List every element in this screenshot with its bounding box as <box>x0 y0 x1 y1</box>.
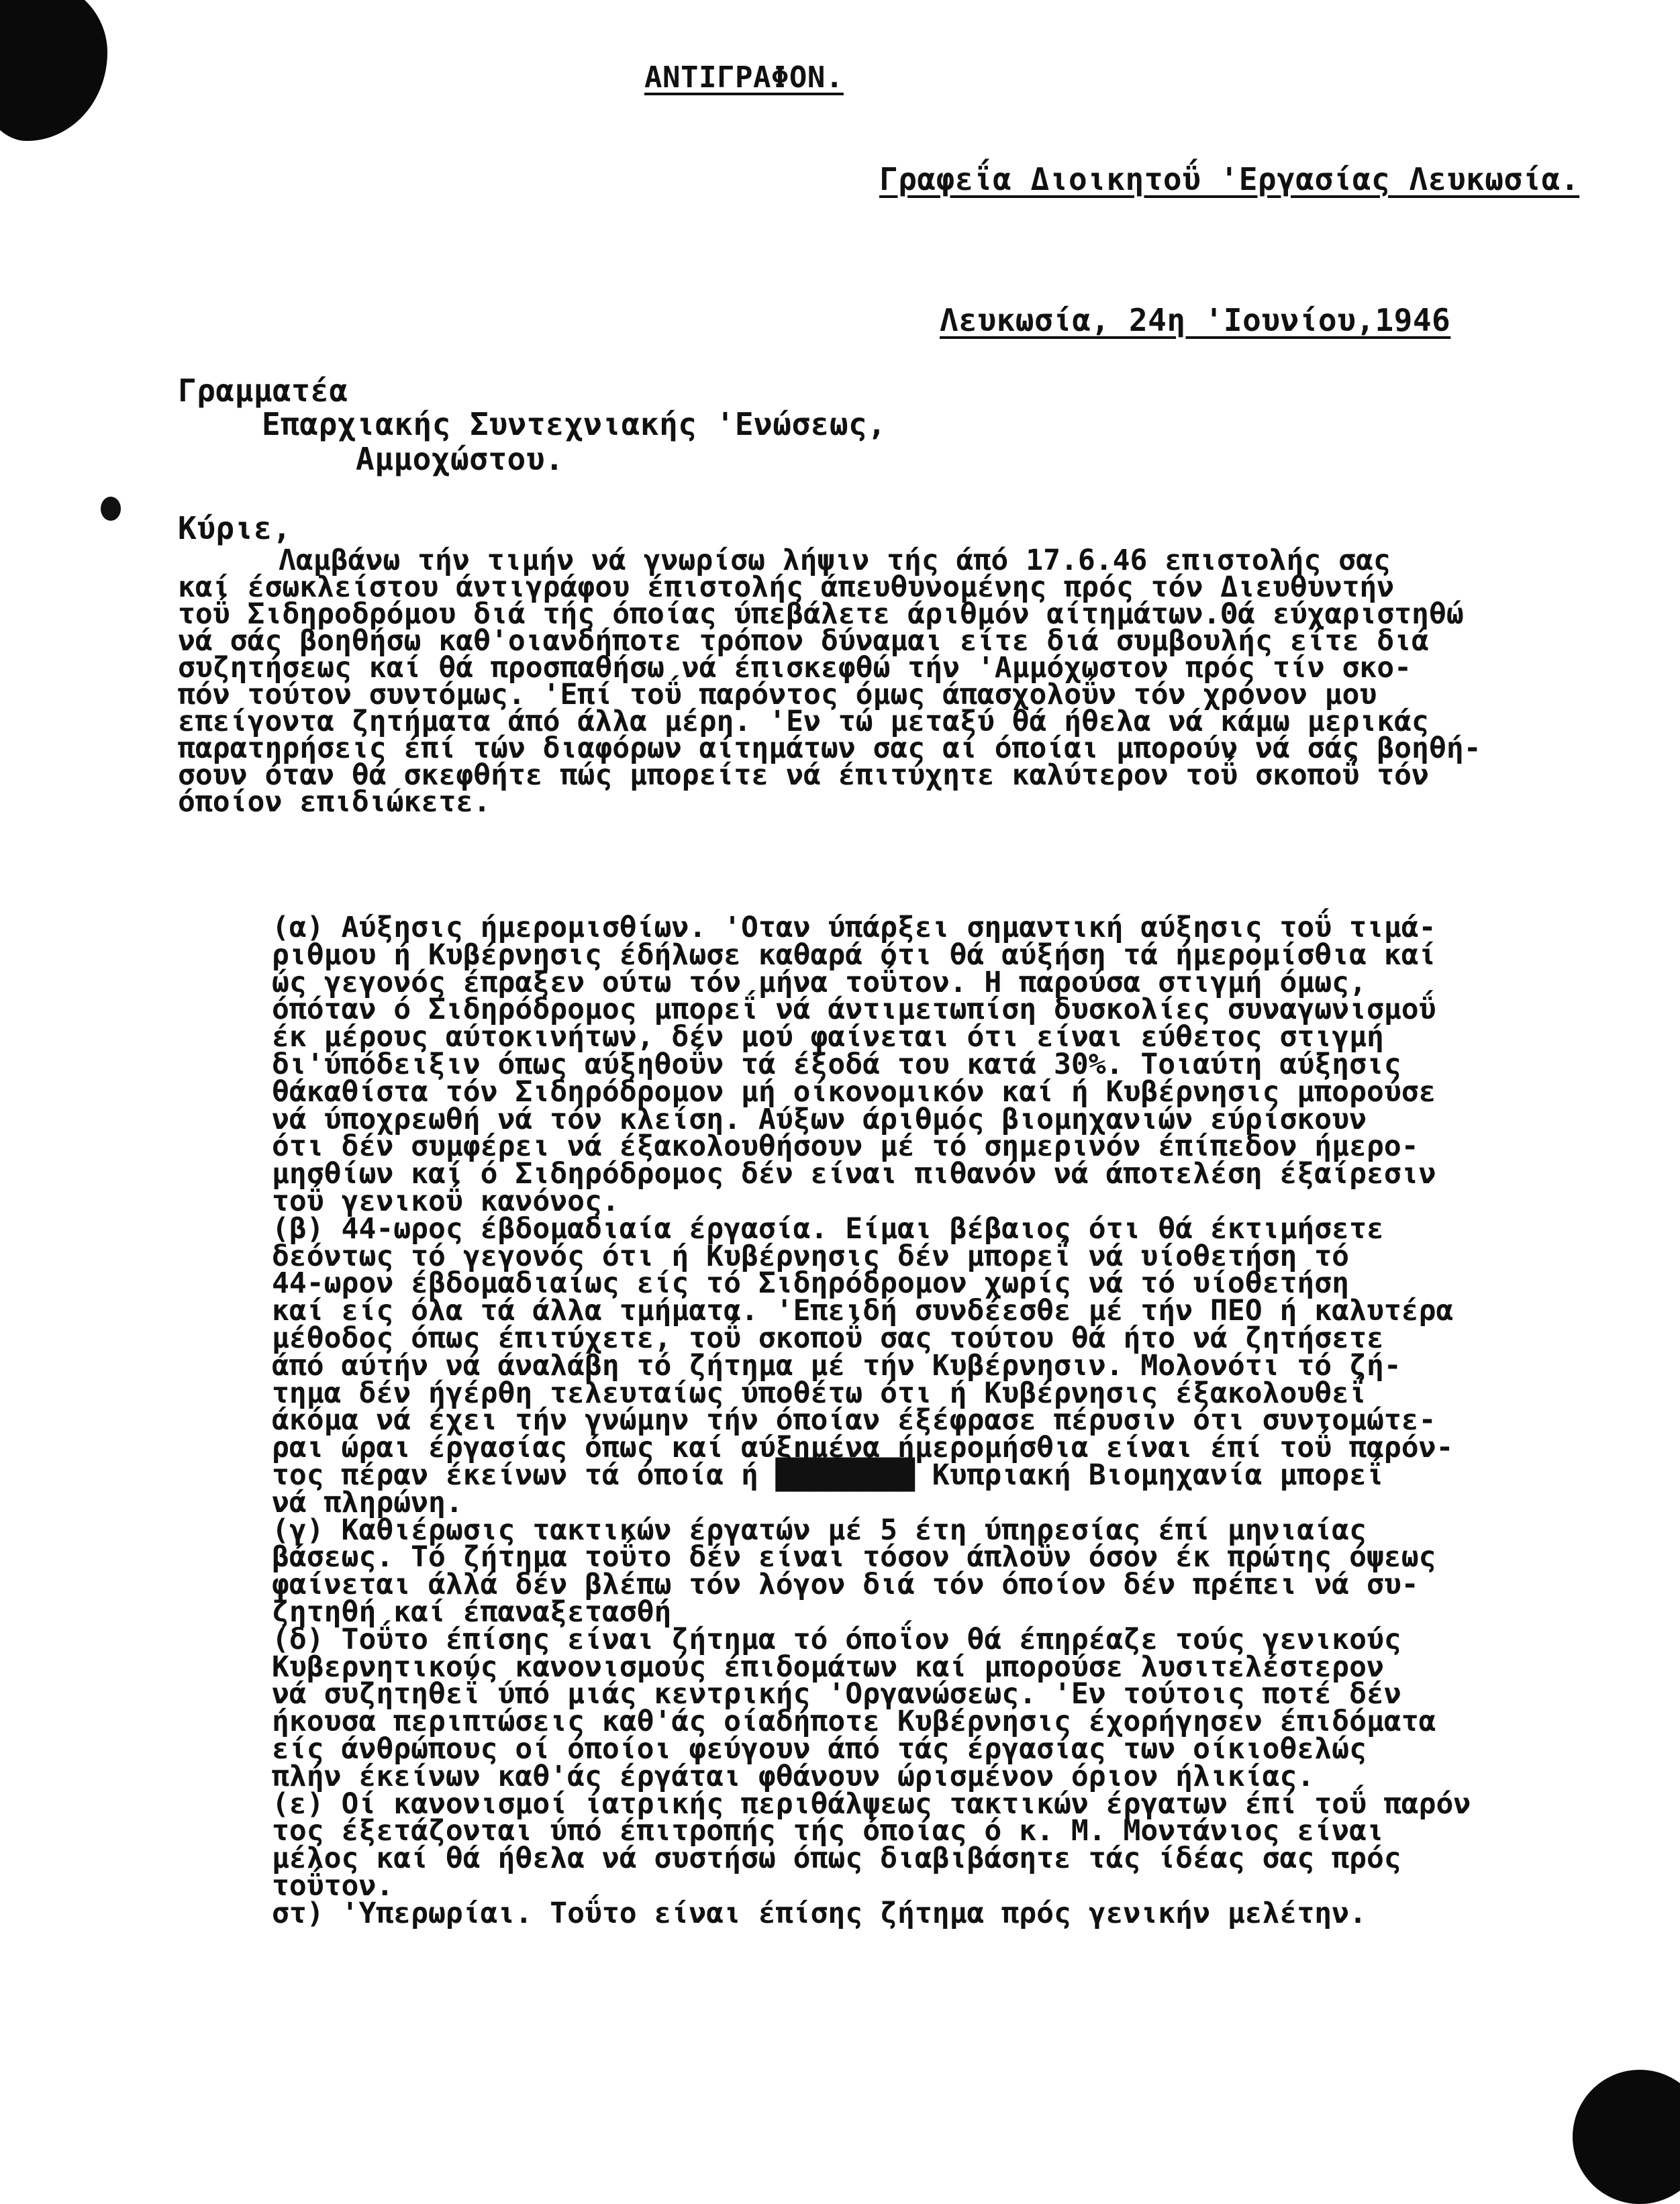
list-item: στ) 'Υπερωρίαι. Τοΰτο είναι έπίσης ζήτημα πρός γενικήν μελέτην. <box>272 1896 1367 1930</box>
intro-paragraph <box>178 544 1628 819</box>
list-item: τος έξετάζονται ύπό έπιτροπής τής όποίας ό κ. Μ. Μοντάνιος είναι <box>272 1814 1384 1848</box>
paragraph-line: καί έσωκλείστου άντιγράφου έπιστολής άπευθυνομένης πρός τόν Διευθυντήν <box>178 570 1395 604</box>
recipient-line: Γραμματέα <box>178 372 348 409</box>
list-item: θάκαθίστα τόν Σιδηρόδρομον μή οίκονομικόν καί ή Κυβέρνησις μπορούσε <box>272 1074 1436 1109</box>
salutation: Κύριε, <box>178 510 292 546</box>
list-item: φαίνεται άλλά δέν βλέπω τόν λόγον διά τόν όποίον δέν πρέπει νά συ- <box>272 1568 1419 1602</box>
paragraph-line: σουν όταν θά σκεφθήτε πώς μπορείτε νά έπιτύχητε καλύτερον τοΰ σκοποΰ τόν <box>178 758 1429 792</box>
paragraph-line: πόν τούτον συντόμως. 'Επί τοΰ παρόντος όμως άπασχολοΰν τόν χρόνον μου <box>178 678 1377 711</box>
list-item: ριθμου ή Κυβέρνησις έδήλωσε καθαρά ότι θά αύξήση τά ήμερομίσθια καί <box>272 938 1436 972</box>
paragraph-line: συζητήσεως καί θά προσπαθήσω νά έπισκεφθώ τήν 'Αμμόχωστον πρός τίν σκο- <box>178 651 1412 685</box>
corner-shadow <box>1573 2070 1680 2204</box>
list-item: καί είς όλα τά άλλα τμήματα. 'Επειδή συνδέεσθε μέ τήν ΠΕΟ ή καλυτέρα <box>272 1294 1454 1328</box>
list-item: ότι δέν συμφέρει νά έξακολουθήσουν μέ τό σημερινόν έπίπεδον ήμερο- <box>272 1130 1419 1164</box>
list-item: (ε) Οί κανονισμοί ίατρικής περιθάλψεως τακτικών έργατων έπί τοΰ παρόν <box>272 1787 1471 1821</box>
list-item: νά πληρώνη. <box>272 1485 463 1519</box>
list-item: μέθοδος όπως έπιτύχετε, τοΰ σκοποΰ σας τούτου θά ήτο νά ζητήσετε <box>272 1321 1384 1355</box>
list-item: (α) Αύξησις ήμερομισθίων. 'Οταν ύπάρξει σημαντική αύξησις τοΰ τιμά- <box>272 911 1436 944</box>
list-item: πλήν έκείνων καθ'άς έργάται φθάνουν ώρισμένον όριον ήλικίας. <box>272 1759 1315 1793</box>
ink-speck <box>101 497 121 521</box>
list-item: (δ) Τοΰτο έπίσης είναι ζήτημα τό όποΐον θά έπηρέαζε τούς γενικούς <box>272 1622 1401 1656</box>
paragraph-line: παρατηρήσεις έπί τών διαφόρων αίτημάτων σας αί όποίαι μπορούν νά σάς βοηθή- <box>178 732 1481 765</box>
list-item: ώς γεγονός έπραξεν ούτω τόν μήνα τοΰτον. Η παρούσα στιγμή όμως, <box>272 965 1367 999</box>
list-item: άκόμα νά έχει τήν γνώμην τήν όποίαν έξέφρασε πέρυσιν ότι συντομώτε- <box>272 1403 1436 1438</box>
paragraph-line: νά σάς βοηθήσω καθ'οιανδήποτε τρόπον δύναμαι είτε διά συμβουλής είτε διά <box>178 624 1429 658</box>
recipient-line: Αμμοχώστου. <box>356 441 564 477</box>
list-item: τημα δέν ήγέρθη τελευταίως ύποθέτω ότι ή Κυβέρνησις έξακολουθεΐ <box>272 1376 1367 1410</box>
paragraph-line: τοΰ Σιδηροδρόμου διά τής όποίας ύπεβάλετε άριθμόν αίτημάτων.Θά εύχαριστηθώ <box>178 597 1464 631</box>
list-item: (γ) Καθιέρωσις τακτικών έργατών μέ 5 έτη ύπηρεσίας έπί μηνιαίας <box>272 1513 1367 1547</box>
document-heading: ΑΝΤΙΓΡΑΦΟΝ. <box>644 60 844 95</box>
paragraph-line: όποίον επιδιώκετε. <box>178 785 491 819</box>
list-item: (β) 44-ωρος έβδομαδιαία έργασία. Είμαι βέβαιος ότι θά έκτιμήσετε <box>272 1211 1384 1246</box>
demands-list <box>272 911 1634 1930</box>
list-item: Κυβερνητικούς κανονισμούς έπιδομάτων καί μπορούσε λυσιτελέστερον <box>272 1650 1384 1684</box>
office-line: Γραφεΐα Διοικητοΰ 'Εργασίας Λευκωσία. <box>879 161 1580 197</box>
paragraph-line: Λαμβάνω τήν τιμήν νά γνωρίσω λήψιν τής άπό 17.6.46 επιστολής σας <box>279 544 1391 577</box>
list-item: βάσεως. Τό ζήτημα τοΰτο δέν είναι τόσον άπλοΰν όσον έκ πρώτης όψεως <box>272 1540 1436 1574</box>
list-item: έκ μέρους αύτοκινήτων, δέν μού φαίνεται ότι είναι εύθετος στιγμή <box>272 1020 1384 1054</box>
list-item: δι'ύπόδειξιν όπως αύξηθοΰν τά έξοδά του κατά 30%. Τοιαύτη αύξησις <box>272 1047 1401 1081</box>
list-item: είς άνθρώπους οί όποίοι φεύγουν άπό τάς έργασίας των οίκιοθελώς <box>272 1732 1367 1766</box>
ink-blot <box>0 0 107 141</box>
list-item: νά ύποχρεωθή νά τόν κλείση. Αύξων άριθμός βιομηχανιών εύρίσκουν <box>272 1102 1367 1136</box>
list-item: 44-ωρον έβδομαδιαίως είς τό Σιδηρόδρομον χωρίς νά τό υίοθετήση <box>272 1266 1350 1301</box>
list-item: τος πέραν έκείνων τά όποία ή ████████ Κυπριακή Βιομηχανία μπορεΐ <box>272 1458 1384 1492</box>
date-line: Λευκωσία, 24η 'Ιουνίου,1946 <box>940 302 1451 338</box>
list-item: όπόταν ό Σιδηρόδρομος μπορεΐ νά άντιμετωπίση δυσκολίες συναγωνισμοΰ <box>272 993 1436 1027</box>
list-item: ζητηθή καί έπαναξετασθή <box>272 1595 672 1629</box>
list-item: ήκουσα περιπτώσεις καθ'άς οίαδήποτε Κυβέρνησις έχορήγησεν έπιδόματα <box>272 1705 1436 1739</box>
list-item: μέλος καί θά ήθελα νά συστήσω όπως διαβιβάσητε τάς ίδέας σας πρός <box>272 1842 1401 1876</box>
recipient-line: Επαρχιακής Συντεχνιακής 'Ενώσεως, <box>262 406 887 442</box>
list-item: δεόντως τό γεγονός ότι ή Κυβέρνησις δέν μπορεΐ νά υίοθετήση τό <box>272 1239 1350 1273</box>
list-item: μησθίων καί ό Σιδηρόδρομος δέν είναι πιθανόν νά άποτελέση έξαίρεσιν <box>272 1157 1436 1191</box>
list-item: τοΰτον. <box>272 1868 394 1903</box>
list-item: ραι ώραι έργασίας όπως καί αύξημένα ήμερομήσθια είναι έπί τοΰ παρόν- <box>272 1431 1454 1465</box>
list-item: τοΰ γενικοΰ κανόνος. <box>272 1184 620 1218</box>
list-item: νά συζητηθεΐ ύπό μιάς κεντρικής 'Οργανώσεως. 'Εν τούτοις ποτέ δέν <box>272 1677 1401 1711</box>
list-item: άπό αύτήν νά άναλάβη τό ζήτημα μέ τήν Κυβέρνησιν. Μολονότι τό ζή- <box>272 1348 1401 1383</box>
paragraph-line: επείγοντα ζητήματα άπό άλλα μέρη. 'Εν τώ μεταξύ θά ήθελα νά κάμω μερικάς <box>178 705 1429 738</box>
